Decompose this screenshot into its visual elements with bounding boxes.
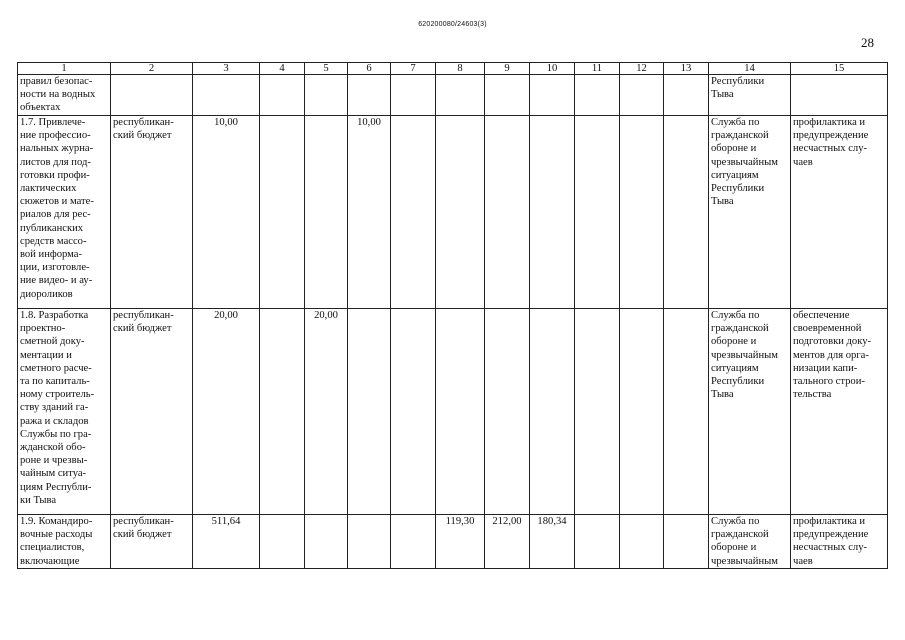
cell-value [575, 116, 620, 309]
table-row [18, 309, 888, 515]
cell-result [791, 75, 888, 116]
cell-value [575, 515, 620, 569]
cell-result: профилактика и предупреждение несчастных слу- чаев [791, 515, 888, 569]
column-header: 3 [193, 63, 260, 75]
cell-result: обеспечение своевременной подготовки доку- ментов для орга- низации капи- тального строи- тельства [791, 309, 888, 515]
cell-value [530, 309, 575, 515]
cell-total [193, 75, 260, 116]
column-header: 1 [18, 63, 111, 75]
cell-value: 20,00 [305, 309, 348, 515]
cell-executor: Республики Тыва [709, 75, 791, 116]
column-header: 5 [305, 63, 348, 75]
cell-value [260, 75, 305, 116]
column-header: 14 [709, 63, 791, 75]
cell-value: 119,30 [436, 515, 485, 569]
cell-value [305, 116, 348, 309]
column-header: 7 [391, 63, 436, 75]
column-header: 4 [260, 63, 305, 75]
table-row [18, 515, 888, 569]
cell-activity: правил безопас- ности на водных объектах [18, 75, 111, 116]
cell-value [436, 75, 485, 116]
cell-funding-source: республикан- ский бюджет [111, 116, 193, 309]
cell-value [620, 515, 664, 569]
cell-value [348, 515, 391, 569]
budget-table [17, 62, 888, 569]
cell-value [348, 75, 391, 116]
cell-value [485, 309, 530, 515]
cell-funding-source: республикан- ский бюджет [111, 515, 193, 569]
cell-value [620, 75, 664, 116]
cell-executor: Служба по гражданской обороне и чрезвычайным [709, 515, 791, 569]
column-header: 9 [485, 63, 530, 75]
cell-value [575, 75, 620, 116]
cell-value [391, 309, 436, 515]
cell-value [305, 75, 348, 116]
cell-funding-source: республикан- ский бюджет [111, 309, 193, 515]
cell-value [436, 116, 485, 309]
document-id: 620200080/24603(3) [418, 21, 487, 28]
cell-executor: Служба по гражданской обороне и чрезвычайным ситуациям Республики Тыва [709, 309, 791, 515]
column-number-row [18, 63, 888, 75]
cell-value [485, 116, 530, 309]
column-header: 15 [791, 63, 888, 75]
cell-value [305, 515, 348, 569]
cell-value [391, 116, 436, 309]
cell-total: 10,00 [193, 116, 260, 309]
cell-funding-source [111, 75, 193, 116]
cell-total: 20,00 [193, 309, 260, 515]
cell-value [260, 515, 305, 569]
cell-value: 10,00 [348, 116, 391, 309]
cell-activity: 1.7. Привлече- ние профессио- нальных журна- листов для под- готовки профи- лактических сюжетов и мате- риалов для рес- публиканских средств массо- вой информа- ции, изготовле- ние видео- и ау- диороликов [18, 116, 111, 309]
cell-value [664, 515, 709, 569]
column-header: 6 [348, 63, 391, 75]
column-header: 12 [620, 63, 664, 75]
column-header: 13 [664, 63, 709, 75]
cell-value [620, 116, 664, 309]
cell-value [485, 75, 530, 116]
cell-value: 180,34 [530, 515, 575, 569]
column-header: 10 [530, 63, 575, 75]
cell-value [664, 116, 709, 309]
cell-value [348, 309, 391, 515]
cell-value [260, 116, 305, 309]
cell-value [530, 75, 575, 116]
table-row [18, 75, 888, 116]
page-number: 28 [861, 35, 874, 50]
cell-total: 511,64 [193, 515, 260, 569]
cell-value [620, 309, 664, 515]
table-row [18, 116, 888, 309]
cell-value: 212,00 [485, 515, 530, 569]
column-header: 11 [575, 63, 620, 75]
cell-executor: Служба по гражданской обороне и чрезвычайным ситуациям Республики Тыва [709, 116, 791, 309]
cell-activity: 1.9. Командиро- вочные расходы специалистов, включающие [18, 515, 111, 569]
cell-activity: 1.8. Разработка проектно- сметной доку- ментации и сметного расче- та по капиталь- ному строитель- ству зданий га- ража и складов Службы по гра- жданской обо- роне и чрезвы- чайным ситуа- циям Республи- ки Тыва [18, 309, 111, 515]
cell-value [260, 309, 305, 515]
cell-value [575, 309, 620, 515]
cell-value [391, 515, 436, 569]
cell-value [664, 75, 709, 116]
column-header: 2 [111, 63, 193, 75]
cell-result: профилактика и предупреждение несчастных слу- чаев [791, 116, 888, 309]
cell-value [530, 116, 575, 309]
cell-value [664, 309, 709, 515]
cell-value [436, 309, 485, 515]
cell-value [391, 75, 436, 116]
column-header: 8 [436, 63, 485, 75]
